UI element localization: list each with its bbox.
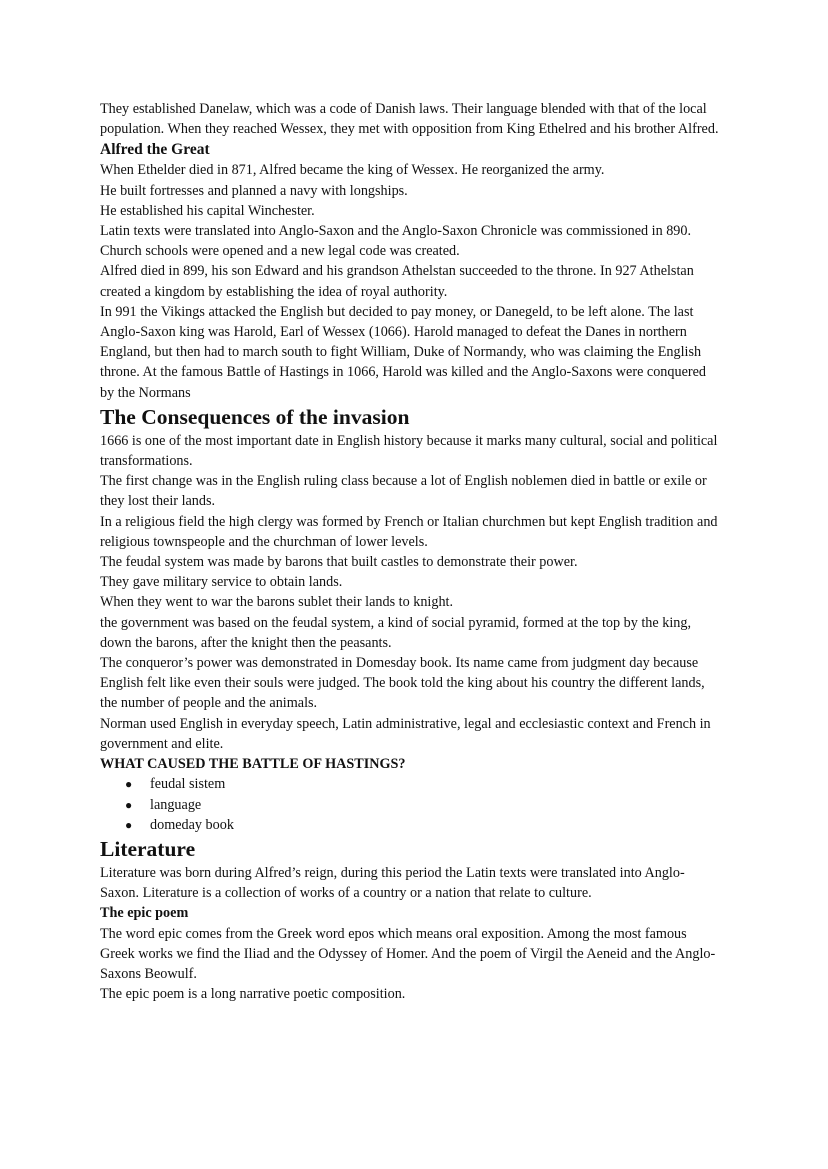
alfred-paragraph-1: When Ethelder died in 871, Alfred became the king of Wessex. He reorganized the army. [100, 162, 605, 179]
consequences-paragraph-1: 1666 is one of the most important date in English history because it marks many cultural, social and political transformations. [100, 432, 718, 470]
alfred-paragraph-2: He built fortresses and planned a navy with longships. [100, 182, 408, 199]
bullet-icon: ● [125, 817, 133, 832]
list-item [125, 815, 722, 835]
causes-list [100, 774, 722, 835]
consequences-heading: The Consequences of the invasion [100, 404, 410, 429]
consequences-paragraph-9: Norman used English in everyday speech, Latin administrative, legal and ecclesiastic context and French in government and elite. [100, 715, 711, 752]
list-item [125, 795, 722, 815]
epic-poem-heading: The epic poem [100, 905, 189, 922]
document-page [100, 99, 722, 1004]
alfred-paragraph-5: Church schools were opened and a new legal code was created. [100, 243, 460, 260]
consequences-paragraph-2: The first change was in the English ruling class because a lot of English noblemen died in battle or exile or they lost their lands. [100, 473, 707, 510]
list-item-text: feudal sistem [150, 776, 226, 793]
literature-paragraph-2: The word epic comes from the Greek word epos which means oral exposition. Among the most famous Greek works we find the Iliad and the Odyssey of Homer. And the poem of Virgil the Aeneid and the Anglo-Saxons Beowulf. [100, 925, 716, 982]
intro-paragraph: They established Danelaw, which was a code of Danish laws. Their language blended with that of the local population. When they reached Wessex, they met with opposition from King Ethelred and his brother Alfred. [100, 101, 719, 138]
literature-paragraph-3: The epic poem is a long narrative poetic composition. [100, 986, 406, 1003]
causes-heading: WHAT CAUSED THE BATTLE OF HASTINGS? [100, 756, 406, 773]
consequences-paragraph-3: In a religious field the high clergy was formed by French or Italian churchmen but kept English tradition and religious townspeople and the churchman of lower levels. [100, 513, 718, 550]
bullet-icon: ● [125, 777, 133, 792]
bullet-icon: ● [125, 797, 133, 812]
list-item-text: language [150, 796, 202, 813]
consequences-paragraph-4: The feudal system was made by barons that built castles to demonstrate their power. [100, 554, 578, 571]
list-item-text: domeday book [150, 816, 234, 833]
alfred-paragraph-6: Alfred died in 899, his son Edward and his grandson Athelstan succeeded to the throne. In 927 Athelstan created a kingdom by establishing the idea of royal authority. [100, 263, 694, 300]
alfred-paragraph-3: He established his capital Winchester. [100, 202, 315, 219]
literature-paragraph-1: Literature was born during Alfred’s reign, during this period the Latin texts were translated into Anglo-Saxon. Literature is a collection of works of a country or a nation that relate to culture. [100, 864, 685, 902]
alfred-paragraph-4: Latin texts were translated into Anglo-Saxon and the Anglo-Saxon Chronicle was commissioned in 890. [100, 223, 692, 240]
alfred-paragraph-7: In 991 the Vikings attacked the English but decided to pay money, or Danegeld, to be left alone. The last Anglo-Saxon king was Harold, Earl of Wessex (1066). Harold managed to defeat the Danes in northern England, but then had to march south to fight William, Duke of Normandy, who was claiming the English throne. At the famous Battle of Hastings in 1066, Harold was killed and the Anglo-Saxons were conquered by the Normans [100, 303, 706, 401]
list-item [125, 774, 722, 794]
alfred-heading: Alfred the Great [100, 141, 210, 159]
consequences-paragraph-5: They gave military service to obtain lands. [100, 574, 343, 591]
consequences-paragraph-8: The conqueror’s power was demonstrated in Domesday book. Its name came from judgment day because English felt like even their souls were judged. The book told the king about his country the different lands, the number of people and the animals. [100, 655, 705, 712]
literature-heading: Literature [100, 836, 196, 861]
consequences-paragraph-6: When they went to war the barons sublet their lands to knight. [100, 594, 454, 611]
consequences-paragraph-7: the government was based on the feudal system, a kind of social pyramid, formed at the top by the king, down the barons, after the knight then the peasants. [100, 614, 691, 651]
